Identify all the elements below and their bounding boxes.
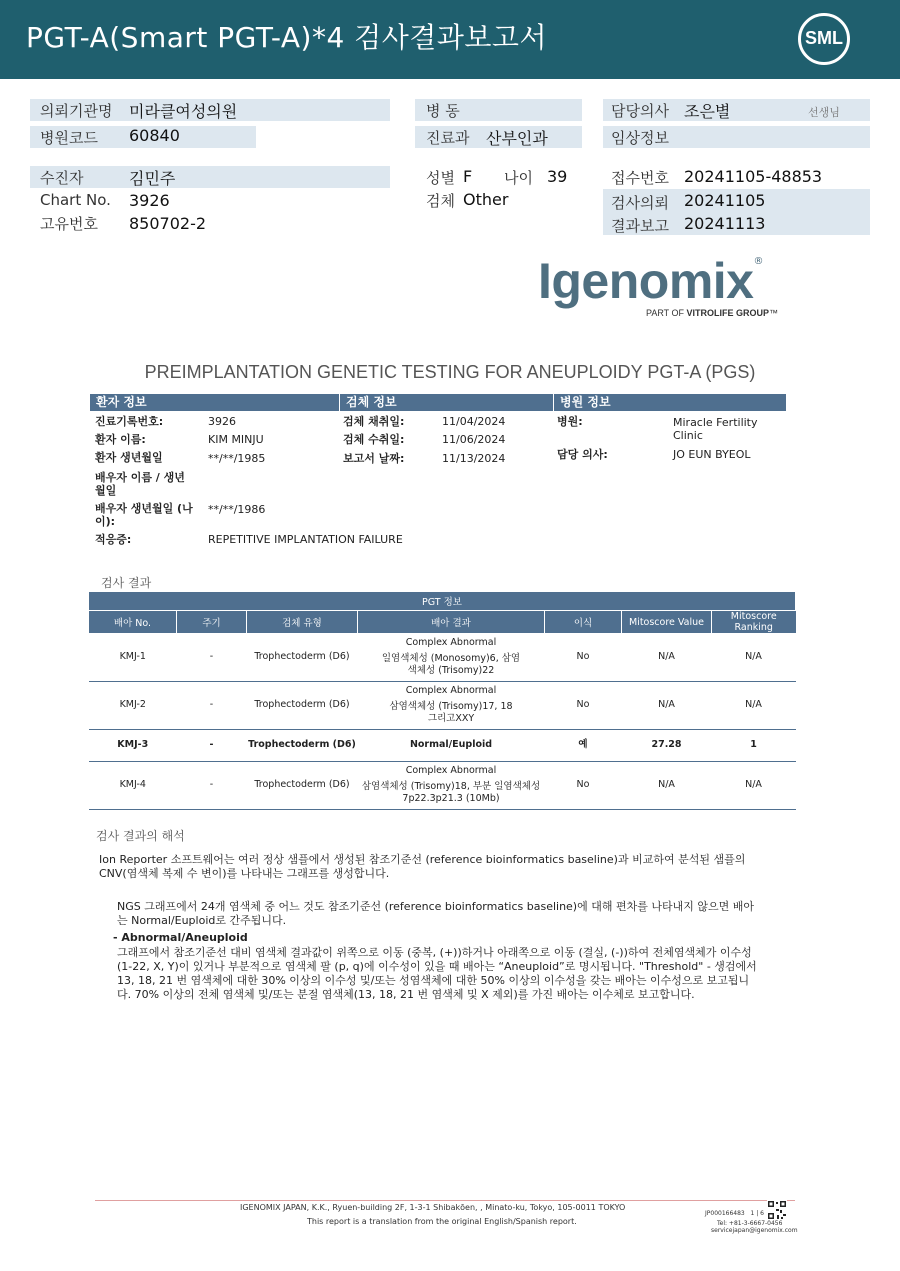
age-value: 39 (547, 167, 568, 186)
result-detail: 일염색체성 (Monosomy)6, 삼염색체성 (Trisomy)22 (381, 652, 521, 676)
report-date-label: 보고서 날짜: (343, 452, 405, 465)
interpretation-p1: Ion Reporter 소프트웨어는 여러 정상 샘플에서 생성된 참조기준선 (reference bioinformatics baseline)과 비교하여 분석된 샘플의 CNV(염색체 복제 수 변이)를 나타내는 그래프를 생성합니다. (99, 853, 746, 880)
footer-doc-code-value: JP000166483 (705, 1210, 745, 1217)
igenomix-sub-tm: ™ (769, 308, 779, 318)
patient-name-label: 수진자 (40, 169, 84, 187)
specimen-label: 검체 (426, 192, 455, 210)
footer-tel: Tel: +81-3-6667-0456 (717, 1220, 783, 1227)
embryo-id: KMJ-1 (89, 633, 177, 681)
result-detail: 삼염색체성 (Trisomy)18, 부분 일염색체성7p22.3p21.3 (10Mb) (361, 781, 541, 804)
embryo-id: KMJ-3 (89, 729, 177, 761)
spouse-dob-value: **/**/1986 (208, 503, 266, 516)
result-title: Complex Abnormal (405, 636, 497, 648)
sample-type: Trophectoderm (D6) (247, 729, 358, 761)
mitoscore-value: N/A (622, 761, 712, 809)
results-section-title: 검사 결과 (101, 576, 152, 590)
record-no-value: 3926 (208, 415, 236, 428)
igenomix-subtitle (646, 308, 778, 318)
spouse-name-label: 배우자 이름 / 생년월일 (95, 471, 185, 497)
col-transfer: 이식 (545, 611, 622, 634)
result-title: Complex Abnormal (405, 765, 497, 776)
inst-value: 미라클여성의원 (129, 102, 238, 121)
igenomix-wordmark: Igenomix (538, 253, 754, 309)
patient-name-info-label: 환자 이름: (95, 433, 146, 446)
interpretation-p2: NGS 그래프에서 24개 염색체 중 어느 것도 참조기준선 (reference bioinformatics baseline)에 대해 편차를 나타내지 않으면 배아는 Normal/Euploid로 간주됩니다. (117, 900, 754, 927)
indication-label: 적응증: (95, 533, 132, 546)
collected-value: 11/04/2024 (442, 415, 506, 428)
cycle: - (177, 761, 247, 809)
sex-label: 성별 (426, 169, 455, 187)
dept-value: 산부인과 (486, 129, 548, 148)
interpretation-title: 검사 결과의 해석 (96, 829, 185, 843)
mitoscore-ranking: N/A (712, 633, 796, 681)
igenomix-logo (538, 253, 779, 318)
requested-label: 검사의뢰 (611, 194, 669, 212)
report-date-value: 11/13/2024 (442, 452, 506, 465)
col-cycle: 주기 (177, 611, 247, 634)
col-mitoscore-value: Mitoscore Value (622, 611, 712, 634)
result-title: Complex Abnormal (405, 685, 497, 696)
mitoscore-ranking: N/A (712, 681, 796, 729)
interpretation-p3: 그래프에서 참조기준선 대비 염색체 결과값이 위쪽으로 이동 (중복, (+))하거나 아래쪽으로 이동 (결실, (-))하여 전체염색체가 이수성 (1-22, X, Y)이 있거나 부분적으로 염색체 팔 (p, q)에 이수성이 있을 때 배아는 “Aneuploid”로 명시됩니다. "Threshold" - 생검에서 13, 18, 21 번 염색체에 대한 30% 이상의 이수성 및/또는 성염색체에 대한 50% 이상의 이수성을 갖는 배아는 이수성으로 보고됩니다. 70% 이상의 전체 염색체 및/또는 분절 염색체(13, 18, 21 번 염색체 및 X 제외)를 가진 배아는 이수체로 보고합니다. (117, 946, 757, 1001)
specimen-info-header: 검체 정보 (340, 394, 553, 411)
code-label: 병원코드 (40, 129, 98, 147)
result-detail: 삼염색체성 (Trisomy)17, 18그리고XXY (389, 701, 513, 724)
patient-name-value: 김민주 (129, 169, 176, 188)
col-embryo-no: 배아 No. (89, 611, 177, 634)
hospital-label: 병원: (557, 415, 583, 428)
doctor-label: 담당의사 (611, 102, 669, 120)
id-label: 고유번호 (40, 215, 98, 233)
embryo-result (358, 681, 545, 729)
igenomix-registered: ® (753, 256, 764, 267)
igenomix-sub-brand: VITROLIFE GROUP (686, 308, 770, 318)
collected-label: 검체 채취일: (343, 415, 405, 428)
embryo-result (358, 633, 545, 681)
doctor-value: 조은별 (684, 102, 731, 121)
col-embryo-result: 배아 결과 (358, 611, 545, 634)
transfer: No (545, 633, 622, 681)
embryo-id: KMJ-4 (89, 761, 177, 809)
footer-doc-code (705, 1210, 764, 1217)
accession-label: 접수번호 (611, 169, 669, 187)
mitoscore-value: N/A (622, 633, 712, 681)
footer-divider (95, 1200, 795, 1201)
record-no-label: 진료기록번호: (95, 415, 164, 428)
code-value: 60840 (129, 126, 180, 145)
patient-dob-label: 환자 생년월일 (95, 451, 163, 464)
sml-logo (798, 13, 850, 65)
footer-page: 1 | 6 (750, 1210, 764, 1217)
cycle: - (177, 681, 247, 729)
embryo-result (358, 729, 545, 761)
received-label: 검체 수취일: (343, 433, 405, 446)
title-bar (0, 0, 900, 79)
reported-label: 결과보고 (611, 217, 669, 235)
dept-label: 진료과 (426, 129, 470, 147)
table-row (89, 633, 796, 681)
embryo-id: KMJ-2 (89, 681, 177, 729)
footer-email: servicejapan@igenomix.com (711, 1227, 798, 1234)
mitoscore-value: 27.28 (622, 729, 712, 761)
pgt-group-header: PGT 정보 (89, 592, 796, 611)
ward-label: 병 동 (426, 102, 460, 120)
specimen-value: Other (463, 190, 509, 209)
sample-type: Trophectoderm (D6) (247, 633, 358, 681)
mitoscore-ranking: 1 (712, 729, 796, 761)
table-row (89, 681, 796, 729)
interpretation-p3-title: - Abnormal/Aneuploid (113, 931, 248, 944)
physician-value: JO EUN BYEOL (673, 448, 751, 461)
report-title: PGT-A(Smart PGT-A)*4 검사결과보고서 (26, 21, 548, 54)
requested-value: 20241105 (684, 191, 766, 210)
spouse-dob-label: 배우자 생년월일 (나이): (95, 502, 193, 528)
chart-value: 3926 (129, 191, 170, 210)
transfer: No (545, 681, 622, 729)
footer-note: This report is a translation from the original English/Spanish report. (307, 1217, 577, 1226)
hospital-info-header: 병원 정보 (554, 394, 786, 411)
col-mitoscore-ranking: Mitoscore Ranking (712, 611, 796, 634)
transfer: No (545, 761, 622, 809)
clinical-label: 임상정보 (611, 129, 669, 147)
patient-name-band (30, 166, 390, 188)
mitoscore-ranking: N/A (712, 761, 796, 809)
physician-label: 담당 의사: (557, 448, 608, 461)
patient-name-info-value: KIM MINJU (208, 433, 264, 446)
transfer: 예 (545, 729, 622, 761)
qr-code-icon (767, 1200, 787, 1220)
footer-address: IGENOMIX JAPAN, K.K., Ryuen-building 2F, 1-3-1 Shibakōen, , Minato-ku, Tokyo, 105-0011 TOKYO (240, 1203, 626, 1212)
table-row (89, 761, 796, 809)
sample-type: Trophectoderm (D6) (247, 681, 358, 729)
age-label: 나이 (504, 169, 533, 187)
result-title: Normal/Euploid (409, 739, 493, 750)
pgt-report-title: PREIMPLANTATION GENETIC TESTING FOR ANEUPLOIDY PGT-A (PGS) (144, 362, 756, 382)
table-row (89, 729, 796, 761)
reported-value: 20241113 (684, 214, 766, 233)
igenomix-sub-prefix: PART OF (646, 308, 687, 318)
sample-type: Trophectoderm (D6) (247, 761, 358, 809)
id-value: 850702-2 (129, 214, 207, 233)
col-sample-type: 검체 유형 (247, 611, 358, 634)
results-table (89, 592, 796, 810)
cycle: - (177, 729, 247, 761)
cycle: - (177, 633, 247, 681)
mitoscore-value: N/A (622, 681, 712, 729)
doctor-suffix: 선생님 (808, 106, 840, 119)
patient-dob-value: **/**/1985 (208, 452, 266, 465)
inst-label: 의뢰기관명 (40, 102, 113, 120)
hospital-value: Miracle Fertility Clinic (673, 416, 758, 442)
indication-value: REPETITIVE IMPLANTATION FAILURE (208, 533, 403, 546)
sml-logo-text: SML (805, 28, 843, 48)
received-value: 11/06/2024 (442, 433, 506, 446)
sex-value: F (463, 167, 473, 186)
chart-label: Chart No. (40, 191, 111, 209)
accession-value: 20241105-48853 (684, 167, 823, 186)
embryo-result (358, 761, 545, 809)
patient-info-header: 환자 정보 (90, 394, 339, 411)
